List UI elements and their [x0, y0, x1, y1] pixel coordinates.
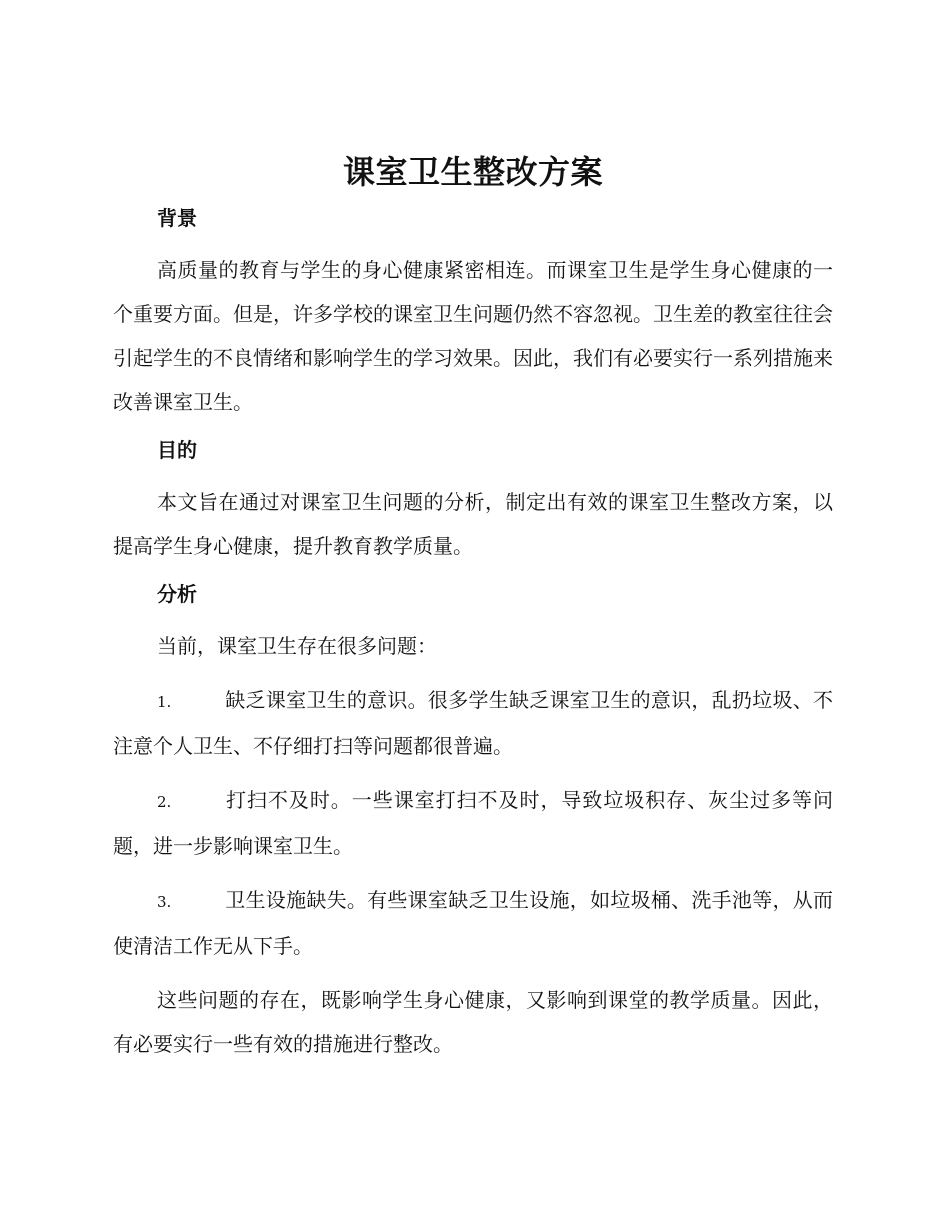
list-item — [113, 778, 833, 868]
analysis-intro: 当前，课室卫生存在很多问题： — [157, 634, 437, 658]
list-item-number: 1. — [157, 693, 172, 711]
list-item-text: 打扫不及时。一些课室打扫不及时，导致垃圾积存、灰尘过多等问题，进一步影响课室卫生。 — [113, 788, 833, 858]
section-heading-background: 背景 — [157, 206, 197, 230]
purpose-paragraph: 本文旨在通过对课室卫生问题的分析，制定出有效的课室卫生整改方案，以提高学生身心健康，提升教育教学质量。 — [113, 490, 833, 558]
section-heading-purpose: 目的 — [157, 438, 197, 462]
document-body — [113, 148, 833, 1076]
list-item — [113, 678, 833, 768]
analysis-conclusion: 这些问题的存在，既影响学生身心健康，又影响到课堂的教学质量。因此，有必要实行一些有效的措施进行整改。 — [113, 988, 833, 1056]
section-heading-analysis: 分析 — [157, 582, 197, 606]
list-item-number: 2. — [157, 793, 172, 811]
list-item-text: 缺乏课室卫生的意识。很多学生缺乏课室卫生的意识，乱扔垃圾、不注意个人卫生、不仔细打扫等问题都很普遍。 — [113, 688, 833, 758]
document-title: 课室卫生整改方案 — [342, 153, 603, 191]
list-item-number: 3. — [157, 893, 172, 911]
list-item — [113, 878, 833, 968]
list-item-text: 卫生设施缺失。有些课室缺乏卫生设施，如垃圾桶、洗手池等，从而使清洁工作无从下手。 — [113, 888, 833, 958]
background-paragraph: 高质量的教育与学生的身心健康紧密相连。而课室卫生是学生身心健康的一个重要方面。但是，许多学校的课室卫生问题仍然不容忽视。卫生差的教室往往会引起学生的不良情绪和影响学生的学习效果。因此，我们有必要实行一系列措施来改善课室卫生。 — [113, 258, 833, 414]
